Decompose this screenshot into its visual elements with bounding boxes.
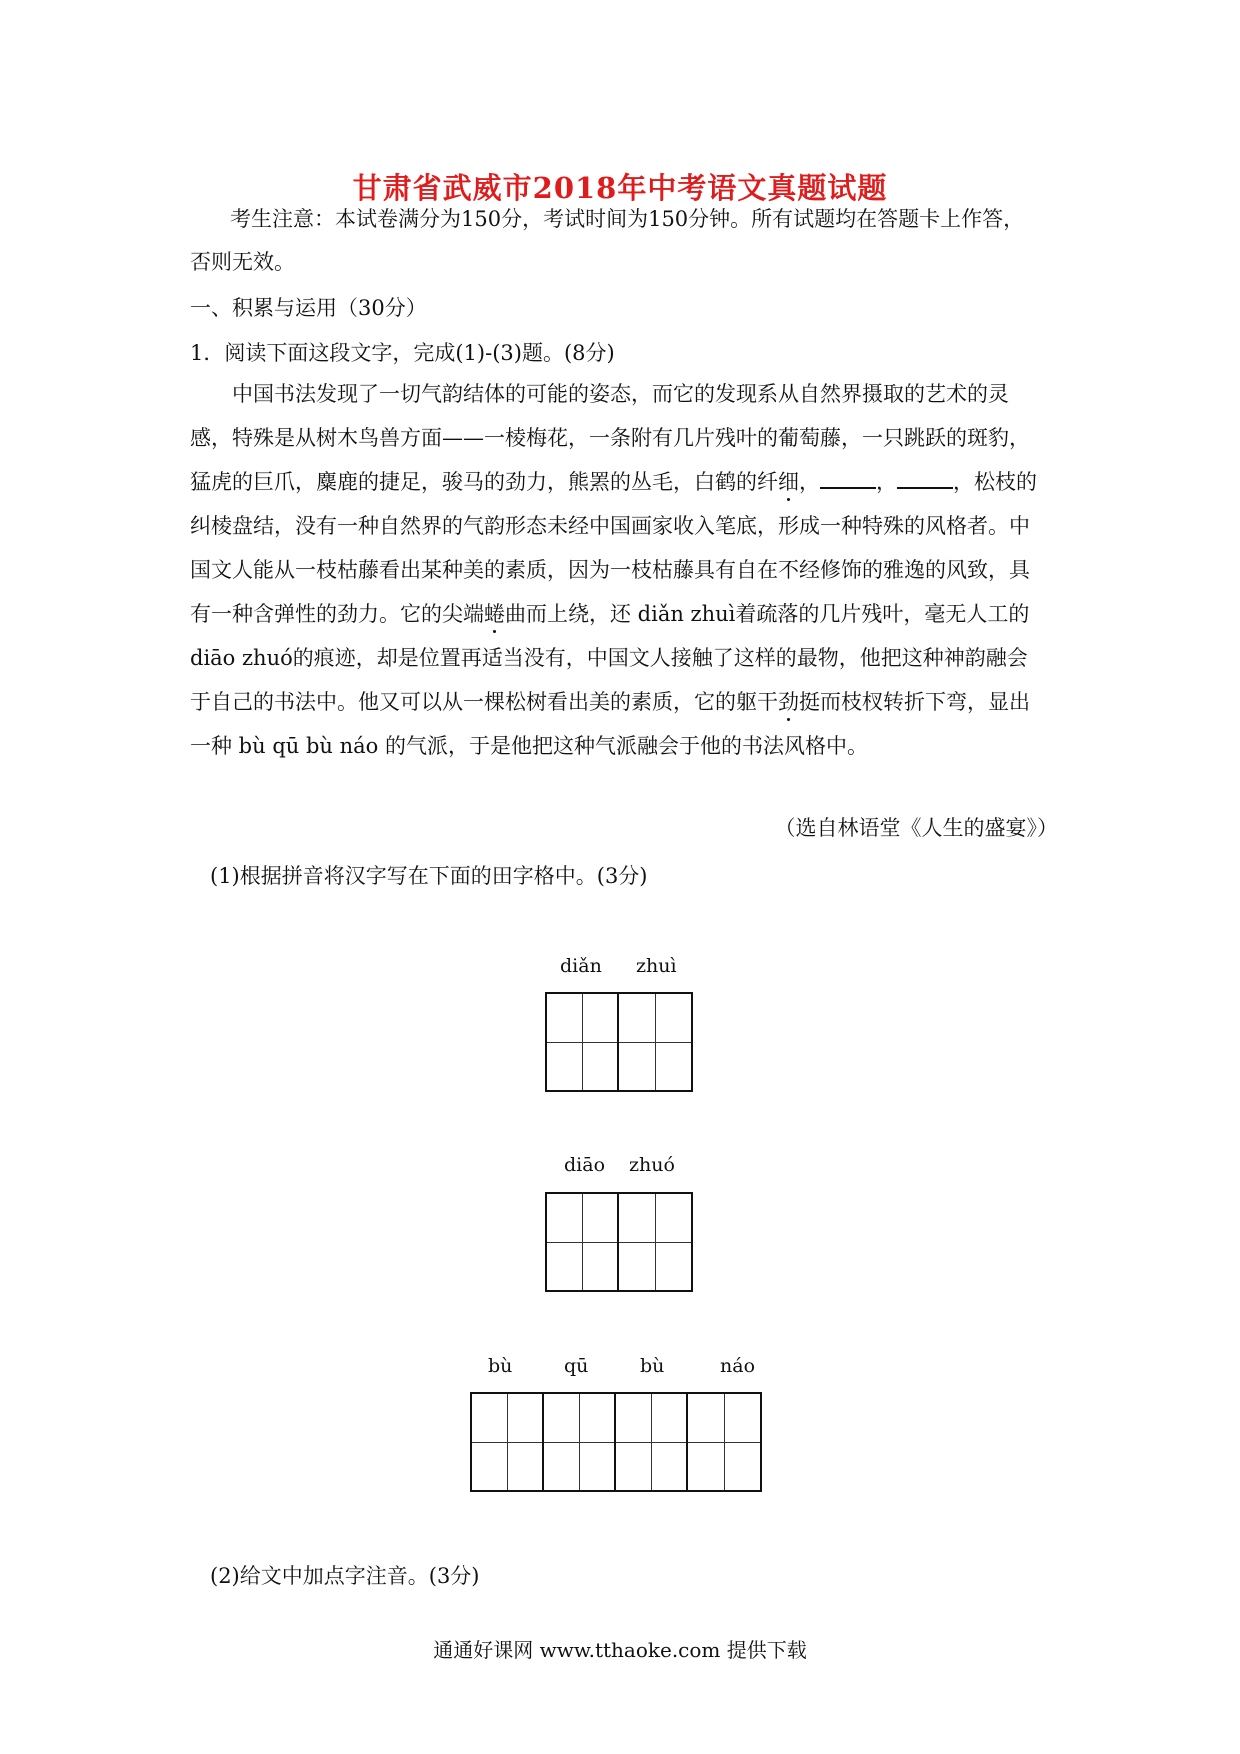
dotted-char: 细 — [778, 470, 799, 494]
subquestion-1: (1)根据拼音将汉字写在下面的田字格中。(3分) — [210, 864, 648, 888]
pinyin-label: zhuó — [629, 1154, 675, 1176]
passage-line: 中国书法发现了一切气韵结体的可能的姿态，而它的发现系从自然界摄取的艺术的灵 — [232, 382, 1009, 406]
tianzige-cell[interactable] — [688, 1394, 760, 1490]
section-heading: 一、积累与运用（30分） — [190, 296, 427, 320]
fill-blank-2[interactable] — [897, 469, 953, 489]
tianzige-cell[interactable] — [547, 994, 619, 1090]
tianzige-cell[interactable] — [472, 1394, 544, 1490]
notice-line-2: 否则无效。 — [190, 250, 295, 274]
pinyin-label: zhuì — [636, 955, 677, 977]
passage-line: 猛虎的巨爪，麋鹿的捷足，骏马的劲力，熊罴的丛毛，白鹤的纤细， ， ，松枝的 — [190, 470, 1037, 494]
page-footer: 通通好课网 www.tthaoke.com 提供下载 — [433, 1638, 807, 1662]
passage-line: 纠棱盘结，没有一种自然界的气韵形态未经中国画家收入笔底，形成一种特殊的风格者。中 — [190, 514, 1030, 538]
passage-line: 国文人能从一枝枯藤看出某种美的素质，因为一枝枯藤具有自在不经修饰的雅逸的风致，具 — [190, 558, 1030, 582]
tianzige-cell[interactable] — [544, 1394, 616, 1490]
tianzige-cell[interactable] — [547, 1194, 619, 1290]
notice-line-1: 考生注意：本试卷满分为150分，考试时间为150分钟。所有试题均在答题卡上作答， — [230, 207, 1025, 231]
pinyin-label: bù — [640, 1355, 665, 1377]
tianzige-cell[interactable] — [619, 994, 691, 1090]
tianzige-cell[interactable] — [619, 1194, 691, 1290]
pinyin-label: bù — [488, 1355, 513, 1377]
page-title: 甘肃省武威市2018年中考语文真题试题 — [352, 171, 888, 205]
reading-passage — [190, 372, 1060, 768]
passage-source: （选自林语堂《人生的盛宴》） — [774, 816, 1058, 840]
tianzige-cell[interactable] — [616, 1394, 688, 1490]
dotted-char: 劲 — [778, 690, 799, 714]
tianzige-grid-2 — [545, 1192, 693, 1292]
pinyin-label: qū — [564, 1355, 589, 1377]
dotted-char: 蜷 — [484, 602, 505, 626]
subquestion-2: (2)给文中加点字注音。(3分) — [210, 1564, 480, 1588]
pinyin-label: diāo — [564, 1154, 606, 1176]
passage-line: 一种 bù qū bù náo 的气派，于是他把这种气派融会于他的书法风格中。 — [190, 734, 868, 758]
pinyin-label: diǎn — [560, 955, 602, 977]
passage-line: 于自己的书法中。他又可以从一棵松树看出美的素质，它的躯干劲挺而枝杈转折下弯，显出 — [190, 690, 1030, 714]
passage-line: diāo zhuó的痕迹，却是位置再适当没有，中国文人接触了这样的最物，他把这种神韵融会 — [190, 646, 1028, 670]
fill-blank-1[interactable] — [820, 469, 876, 489]
passage-line: 感，特殊是从树木鸟兽方面——一棱梅花，一条附有几片残叶的葡萄藤，一只跳跃的斑豹， — [190, 426, 1030, 450]
question-1-heading: 1．阅读下面这段文字，完成(1)-(3)题。(8分) — [190, 341, 615, 365]
tianzige-grid-1 — [545, 992, 693, 1092]
pinyin-label: náo — [720, 1355, 756, 1377]
tianzige-grid-3 — [470, 1392, 762, 1492]
passage-line: 有一种含弹性的劲力。它的尖端蜷曲而上绕，还 diǎn zhuì着疏落的几片残叶，毫无人工的 — [190, 602, 1030, 626]
